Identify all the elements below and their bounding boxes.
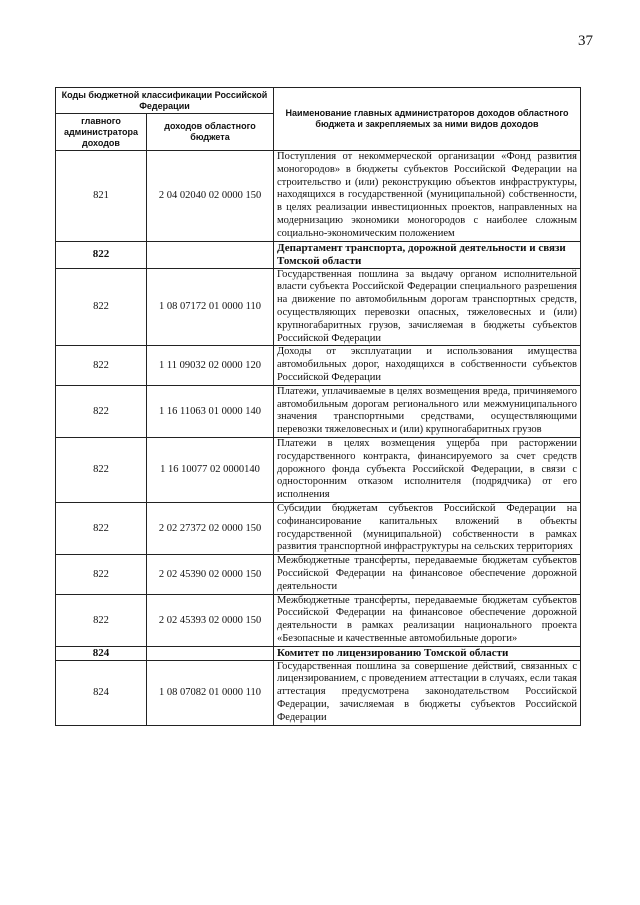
income-code: 2 02 27372 02 0000 150 <box>147 502 274 554</box>
page-number: 37 <box>578 33 593 49</box>
income-name: Государственная пошлина за выдачу органом исполнительной власти субъекта Российской Федерации специального разрешения на движение по автомобильным дорогам транспортных средств, осуществляющих перевозки опасных, тяжеловесных и (или) крупногабаритных грузов, зачисляемая в бюджеты субъектов Российской Федерации <box>274 268 581 346</box>
department-row <box>56 646 581 660</box>
department-name: Департамент транспорта, дорожной деятельности и связи Томской области <box>274 241 581 268</box>
header-kbk-group: Коды бюджетной классификации Российской Федерации <box>56 88 274 114</box>
table-row <box>56 346 581 385</box>
empty-cell <box>147 646 274 660</box>
table-row <box>56 555 581 594</box>
table-row <box>56 437 581 502</box>
admin-code: 822 <box>56 502 147 554</box>
department-row <box>56 241 581 268</box>
admin-code: 822 <box>56 385 147 437</box>
income-code: 2 04 02040 02 0000 150 <box>147 151 274 242</box>
admin-code: 822 <box>56 241 147 268</box>
department-name: Комитет по лицензированию Томской области <box>274 646 581 660</box>
admin-code: 822 <box>56 594 147 646</box>
admin-code: 822 <box>56 437 147 502</box>
income-name: Поступления от некоммерческой организации «Фонд развития моногородов» в бюджеты субъектов Российской Федерации на строительство и (или) реконструкцию объектов инфраструктуры, находящихся в государственной (муниципальной) собственности, в целях реализации инвестиционных проектов, направленных на модернизацию экономики моногородов с наиболее сложным социально-экономическим положением <box>274 151 581 242</box>
table-row <box>56 385 581 437</box>
admin-code: 822 <box>56 268 147 346</box>
table-row <box>56 660 581 725</box>
income-code: 1 16 10077 02 0000140 <box>147 437 274 502</box>
admin-code: 822 <box>56 555 147 594</box>
header-admin-code: главного администратора доходов <box>56 114 147 151</box>
header-name: Наименование главных администраторов доходов областного бюджета и закрепляемых за ними видов доходов <box>274 88 581 151</box>
income-name: Платежи в целях возмещения ущерба при расторжении государственного контракта, финансируемого за счет средств дорожного фонда субъекта Российской Федерации, в связи с односторонним отказом исполнителя (подрядчика) от его исполнения <box>274 437 581 502</box>
table-row <box>56 594 581 646</box>
income-name: Субсидии бюджетам субъектов Российской Федерации на софинансирование капитальных вложений в объекты государственной (муниципальной) собственности в рамках развития транспортной инфраструктуры на сельских территориях <box>274 502 581 554</box>
income-code: 2 02 45390 02 0000 150 <box>147 555 274 594</box>
table-row <box>56 268 581 346</box>
table-row <box>56 502 581 554</box>
admin-code: 824 <box>56 646 147 660</box>
table-body <box>56 151 581 726</box>
empty-cell <box>147 241 274 268</box>
table-row <box>56 151 581 242</box>
budget-classification-table <box>55 87 581 726</box>
income-name: Платежи, уплачиваемые в целях возмещения вреда, причиняемого автомобильным дорогам регионального или межмуниципального значения транспортными средствами, осуществляющими перевозки тяжеловесных и (или) крупногабаритных грузов <box>274 385 581 437</box>
income-code: 1 08 07172 01 0000 110 <box>147 268 274 346</box>
income-name: Доходы от эксплуатации и использования имущества автомобильных дорог, находящихся в собственности субъектов Российской Федерации <box>274 346 581 385</box>
income-code: 2 02 45393 02 0000 150 <box>147 594 274 646</box>
income-code: 1 08 07082 01 0000 110 <box>147 660 274 725</box>
income-code: 1 11 09032 02 0000 120 <box>147 346 274 385</box>
header-income-code: доходов областного бюджета <box>147 114 274 151</box>
admin-code: 821 <box>56 151 147 242</box>
income-name: Межбюджетные трансферты, передаваемые бюджетам субъектов Российской Федерации на финансовое обеспечение дорожной деятельности <box>274 555 581 594</box>
admin-code: 822 <box>56 346 147 385</box>
income-name: Государственная пошлина за совершение действий, связанных с лицензированием, с проведением аттестации в случаях, если такая аттестация предусмотрена законодательством Российской Федерации, зачисляемая в бюджеты субъектов Российской Федерации <box>274 660 581 725</box>
admin-code: 824 <box>56 660 147 725</box>
income-code: 1 16 11063 01 0000 140 <box>147 385 274 437</box>
income-name: Межбюджетные трансферты, передаваемые бюджетам субъектов Российской Федерации на финансовое обеспечение дорожной деятельности в рамках реализации национального проекта «Безопасные и качественные автомобильные дороги» <box>274 594 581 646</box>
